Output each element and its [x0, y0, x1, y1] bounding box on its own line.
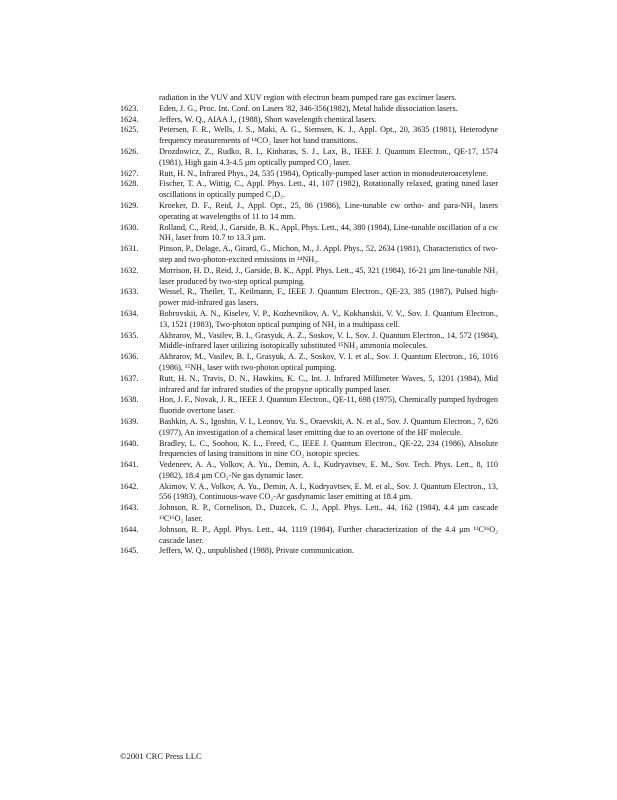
reference-number: 1634. — [120, 308, 139, 318]
reference-text: Bashkin, A. S., Igoshin, V. I., Leonov, Yu. S., Oraevskii, A. N. et al., Sov. J. Quantum Electron., 7, 626 (1977), An investigation of a chemical laser emitting due to an overtone of the HF molecule. — [159, 416, 498, 437]
reference-text: Johnson, R. P., Appl. Phys. Lett., 44, 1119 (1984), Further characterization of the 4.4 µm ¹³C¹⁶O₂ cascade laser. — [159, 524, 498, 545]
reference-entry — [120, 223, 498, 245]
reference-number: 1644. — [120, 524, 139, 534]
reference-number: 1624. — [120, 114, 139, 124]
reference-text: Fischer, T. A., Wittig, C., Appl. Phys. Lett., 41, 107 (1982), Rotationally relaxed, grating tuned laser oscillations in optically pumped C₂D₂. — [159, 179, 498, 200]
reference-entry — [120, 395, 498, 417]
reference-entry — [120, 179, 498, 201]
reference-number: 1632. — [120, 265, 139, 275]
reference-entry — [120, 374, 498, 396]
reference-text: Vedeneev, A. A., Volkov, A. Yu., Demin, A. I., Kudryavtsev, E. M., Sov. Tech. Phys. Lett., 8, 110 (1982), 18.4 µm CO₂-Ne gas dynamic laser. — [159, 460, 498, 480]
reference-number: 1645. — [120, 546, 139, 556]
reference-number: 1640. — [120, 438, 139, 448]
reference-text: Morrison, H. D., Reid, J., Garside, B. K., Appl. Phys. Lett., 45, 321 (1984), 16-21 µm line-tunable NH₃ laser produced by two-step optical pumping. — [159, 265, 498, 286]
reference-entry — [120, 309, 498, 331]
reference-number: 1637. — [120, 373, 139, 383]
reference-entry — [120, 125, 498, 147]
reference-number: 1641. — [120, 460, 139, 470]
reference-number: 1635. — [120, 330, 139, 340]
reference-number: 1633. — [120, 287, 139, 297]
reference-number: 1643. — [120, 503, 139, 513]
reference-entry — [120, 525, 498, 547]
reference-text: Rolland, C., Reid, J., Garside, B. K., Appl. Phys. Lett., 44, 380 (1984), Line-tunable oscillation of a cw NH₃ laser from 10.7 to 13.3 µm. — [159, 222, 498, 243]
reference-entry — [120, 104, 498, 115]
reference-entry — [120, 546, 498, 557]
reference-entry — [120, 482, 498, 504]
reference-entry — [120, 460, 498, 482]
reference-text: Akhrarov, M., Vasilev, B. I., Grasyuk, A. Z., Soskov, V. I., Sov. J. Quantum Electron., 14, 572 (1984), Middle-infrared laser utilizing isotopically substituted ¹⁵NH₃ ammonia molecules. — [159, 330, 498, 351]
reference-entry — [120, 352, 498, 374]
reference-text: Kroeker, D. F., Reid, J., Appl. Opt., 25, 86 (1986), Line-tunable cw ortho- and para-NH₃ lasers operating at wavelengths of 11 to 14 mm. — [159, 200, 498, 221]
reference-entry — [120, 417, 498, 439]
reference-text: Akimov, V. A., Volkov, A. Yu., Demin, A. I., Kudryavtsev, E. M. et al., Sov. J. Quantum Electron., 13, 556 (1983), Continuous-wave CO₂-Ar gasdynamic laser emitting at 18.4 µm. — [159, 481, 498, 502]
reference-text: radiation in the VUV and XUV region with electron beam pumped rare gas excimer lasers. — [159, 93, 457, 102]
reference-text: Eden, J. G., Proc. Int. Conf. on Lasers '82, 346-356(1982), Metal halide dissociation lasers. — [159, 103, 458, 113]
reference-number: 1639. — [120, 416, 139, 426]
reference-entry — [120, 147, 498, 169]
reference-entry — [120, 503, 498, 525]
reference-text: Jeffers, W. Q., AIAA J., (1988), Short wavelength chemical lasers. — [159, 114, 377, 124]
reference-text: Pinson, P., Delage, A., Girard, G., Michon, M., J. Appl. Phys., 52, 2634 (1981), Characteristics of two-step and two-photon-excited emissions in ¹⁴NH₃. — [159, 244, 498, 264]
reference-entry — [120, 439, 498, 461]
reference-number: 1631. — [120, 244, 139, 254]
reference-entry — [120, 287, 498, 309]
reference-entry — [120, 331, 498, 353]
reference-number: 1638. — [120, 395, 139, 405]
reference-number: 1628. — [120, 179, 139, 189]
reference-entry — [120, 266, 498, 288]
reference-text: Jeffers, W. Q., unpublished (1988), Private communication. — [159, 546, 354, 556]
reference-number: 1636. — [120, 352, 139, 362]
copyright-notice: ©2001 CRC Press LLC — [120, 751, 202, 761]
reference-number: 1642. — [120, 481, 139, 491]
reference-number: 1626. — [120, 146, 139, 156]
reference-text: Petersen, F. R., Wells, J. S., Maki, A. G., Siemsen, K. J., Appl. Opt., 20, 3635 (1981), Heterodyne frequency measurements of ¹⁴CO₂ laser hot band transitions. — [159, 125, 498, 146]
reference-entry — [120, 244, 498, 266]
reference-number: 1629. — [120, 200, 139, 210]
reference-text: Drozdowicz, Z., Rudko, R. I., Kinharas, S. J., Lax, B., IEEE J. Quantum Electron., QE-17, 1574 (1981), High gain 4.3-4.5 µm optically pumped CO₂ laser. — [159, 146, 498, 167]
reference-text: Rutt, H. N., Travis, D. N., Hawkins, K. C., Int. J. Infrared Millimeter Waves, 5, 1201 (1984), Mid infrared and far infrared studies of the propyne optically pumped laser. — [159, 373, 498, 394]
reference-entry — [120, 93, 498, 104]
reference-text: Johnson, R. P., Cornelison, D., Duzcek, C. J., Appl. Phys. Lett., 44, 162 (1984), 4.4 µm cascade ¹³C¹⁶O₂ laser. — [159, 503, 498, 524]
reference-number: 1627. — [120, 168, 139, 178]
reference-text: Akhrarov, M., Vasilev, B. I., Grasyuk, A. Z., Soskov, V. I. et al., Sov. J. Quantum Electron., 16, 1016 (1986), ¹⁵NH₃ laser with two-photon optical pumping. — [159, 352, 498, 372]
reference-entry — [120, 169, 498, 180]
reference-text: Bradley, L. C., Soohoo, K. L., Freed, C., IEEE J. Quantum Electron., QE-22, 234 (1986), Absolute frequencies of lasing transitions in nine CO₂ isotopic species. — [159, 438, 498, 459]
reference-number: 1623. — [120, 103, 139, 113]
reference-text: Wessel, R., Theiler, T., Keilmann, F., IEEE J. Quantum Electron., QE-23, 385 (1987), Pulsed high-power mid-infrared gas lasers. — [159, 287, 498, 308]
reference-entry — [120, 201, 498, 223]
reference-entry — [120, 115, 498, 126]
reference-text: Bobrovskii, A. N., Kiselev, V. P., Kozhevnikov, A. V., Kokhanskii, V. V., Sov. J. Quantum Electron., 13, 1521 (1983), Two-photon optical pumping of NH₃ in a multipass cell. — [159, 308, 498, 329]
reference-text: Hon, J. F., Novak, J. R., IEEE J. Quantum Electron., QE-11, 698 (1975), Chemically pumped hydrogen fluoride overtone laser. — [159, 395, 498, 416]
reference-number: 1625. — [120, 125, 139, 135]
reference-number: 1630. — [120, 222, 139, 232]
reference-list — [120, 93, 498, 557]
reference-text: Rutt, H. N., Infrared Phys., 24, 535 (1984), Optically-pumped laser action in monodeuteroacetylene. — [159, 168, 489, 178]
